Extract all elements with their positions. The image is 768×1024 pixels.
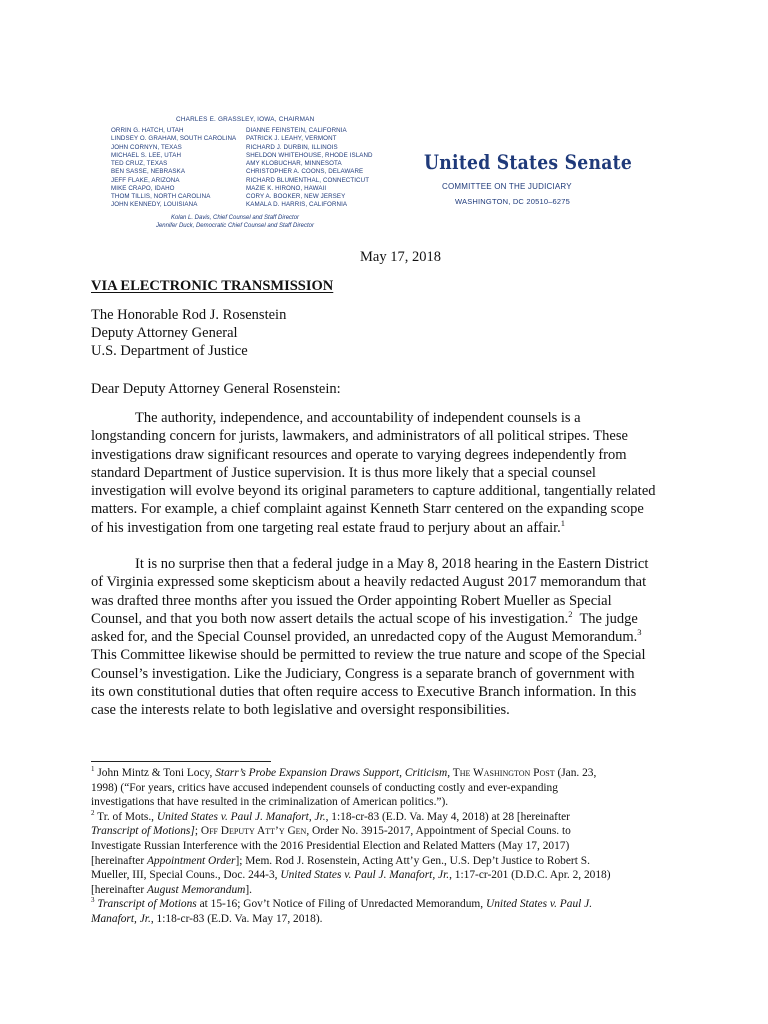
- text-segment: Mueller, III, Special Couns., Doc. 244-3,: [91, 869, 281, 882]
- text-segment: , 1:18-cr-83 (E.D. Va. May 4, 2018) at 28 [hereinafter: [325, 810, 570, 823]
- footnote-ref-3[interactable]: 3: [637, 627, 642, 638]
- committee-name: COMMITTEE ON THE JUDICIARY: [442, 182, 572, 191]
- text-segment: Tr. of Mots.,: [94, 810, 157, 823]
- footnote-3: [91, 897, 681, 912]
- text-line: [91, 912, 681, 927]
- text-line: [91, 883, 681, 898]
- member-name: BEN SASSE, NEBRASKA: [111, 168, 186, 176]
- article-title: Starr’s Probe Expansion Draws Support, Criticism: [215, 767, 448, 779]
- text-line: It is no surprise then that a federal judge in a May 8, 2018 hearing in the Eastern District: [135, 556, 649, 572]
- text-line: of Virginia expressed some skepticism about a heavily redacted August 2017 memorandum that: [91, 574, 647, 591]
- member-name: MAZIE K. HIRONO, HAWAII: [246, 184, 327, 192]
- office-name: ff Deputy Att’y Gen: [209, 825, 307, 838]
- text-line: [91, 824, 681, 839]
- text-line: [91, 868, 681, 883]
- member-name: THOM TILLIS, NORTH CAROLINA: [111, 193, 211, 200]
- addressee-department: U.S. Department of Justice: [91, 343, 248, 359]
- member-name: TED CRUZ, TEXAS: [111, 160, 168, 167]
- text-line: Investigate Russian Interference with the 2016 Presidential Election and Related Matters (May 17, 2017): [91, 839, 570, 852]
- member-name: JOHN KENNEDY, LOUISIANA: [111, 201, 198, 209]
- text-line: [91, 854, 681, 869]
- text-segment: at 15-16; Gov’t Notice of Filing of Unredacted Memorandum,: [196, 898, 486, 911]
- text-segment: ]; Mem. Rod J. Rosenstein, Acting Att’y Gen., U.S. Dep’t Justice to Robert S.: [235, 854, 590, 867]
- text-segment: ].: [245, 883, 253, 896]
- member-name: SHELDON WHITEHOUSE, RHODE ISLAND: [246, 151, 373, 159]
- short-cite: Transcript of Motions]: [91, 825, 195, 838]
- short-cite: August Memorandum: [146, 883, 246, 896]
- short-cite: Transcript of Motions: [97, 898, 197, 911]
- text-segment: , T: [447, 767, 460, 779]
- text-line: This Committee likewise should be permitted to review the true nature and scope of the Special: [91, 647, 646, 664]
- case-name: United States v. Paul J. Manafort, Jr.: [280, 869, 450, 882]
- member-name: RICHARD BLUMENTHAL, CONNECTICUT: [246, 176, 370, 184]
- senate-logo-text: United States Senate: [424, 150, 633, 174]
- footnotes: [91, 766, 681, 927]
- footnote-divider: [91, 761, 271, 762]
- staff-directors: [155, 214, 315, 230]
- text-line: 1998) (“For years, critics have accused independent counsels of conducting costly and ever-expanding: [91, 781, 558, 794]
- text-line: [91, 628, 678, 646]
- text-segment: asked for, and the Special Counsel provided, an unredacted copy of the August Memorandum.: [91, 629, 638, 646]
- text-line: investigations that have resulted in the criminalization of American politics.”).: [91, 796, 449, 809]
- member-name: MIKE CRAPO, IDAHO: [111, 184, 175, 192]
- member-name: PATRICK J. LEAHY, VERMONT: [246, 135, 337, 143]
- transmission-heading: VIA ELECTRONIC TRANSMISSION: [91, 278, 334, 294]
- footnote-ref-2[interactable]: 2: [568, 609, 573, 620]
- text-segment: , Order No. 3915-2017, Appointment of Special Couns. to: [306, 825, 571, 838]
- democratic-chief-counsel: Jennifer Duck, Democratic Chief Counsel and Staff Director: [155, 223, 315, 229]
- case-name: Manafort, Jr.: [91, 912, 151, 925]
- text-segment: The judge: [572, 610, 638, 627]
- letter-date: May 17, 2018: [360, 249, 441, 265]
- footnote-1: [91, 766, 681, 781]
- text-segment: [hereinafter: [91, 854, 147, 867]
- short-cite: Appointment Order: [146, 854, 236, 867]
- footnote-number: 1: [91, 765, 95, 774]
- text-segment: , 1:17-cr-201 (D.D.C. Apr. 2, 2018): [449, 869, 611, 882]
- member-name: MICHAEL S. LEE, UTAH: [111, 151, 182, 159]
- chairman-line: CHARLES E. GRASSLEY, IOWA, CHAIRMAN: [176, 116, 315, 123]
- member-name: JOHN CORNYN, TEXAS: [111, 143, 182, 151]
- text-segment: , 1:18-cr-83 (E.D. Va. May 17, 2018).: [150, 912, 323, 925]
- footnote-ref-1[interactable]: 1: [560, 517, 566, 528]
- text-line: Counsel’s investigation. Like the Judiciary, Congress is a separate branch of government with: [91, 665, 635, 682]
- text-segment: of his investigation from one targeting real estate fraud to perjury about an affair.: [91, 519, 561, 536]
- text-segment: (Jan. 23,: [554, 767, 597, 779]
- salutation: Dear Deputy Attorney General Rosenstein:: [91, 381, 341, 397]
- committee-address: WASHINGTON, DC 20510–6275: [455, 197, 571, 206]
- text-line: its own constitutional duties that often require access to Executive Branch information. In this: [91, 684, 637, 701]
- text-segment: [hereinafter: [91, 883, 147, 896]
- member-name: DIANNE FEINSTEIN, CALIFORNIA: [246, 127, 347, 134]
- text-line: investigation will evolve beyond its original parameters to capture additional, tangentially related: [91, 483, 656, 500]
- addressee-title: Deputy Attorney General: [91, 325, 238, 341]
- text-line: case the interests relate to both legislative and oversight responsibilities.: [91, 702, 510, 719]
- text-line: was drafted three months after you issued the Order appointing Robert Mueller as Special: [91, 592, 612, 609]
- publication-name: he Washington Post: [459, 767, 555, 779]
- text-segment: Counsel, and that you both now assert details the actual scope of his investigation.: [91, 610, 569, 627]
- text-segment: John Mintz & Toni Locy,: [94, 767, 216, 779]
- paragraph-1: [91, 409, 678, 537]
- addressee-block: [91, 306, 286, 360]
- text-line: The authority, independence, and accountability of independent counsels is a: [135, 410, 581, 426]
- text-line: standard Department of Justice supervision. It is thus more likely that a special counsel: [91, 464, 596, 481]
- member-name: KAMALA D. HARRIS, CALIFORNIA: [246, 201, 348, 209]
- member-name: LINDSEY O. GRAHAM, SOUTH CAROLINA: [111, 135, 237, 143]
- member-name: RICHARD J. DURBIN, ILLINOIS: [246, 143, 338, 151]
- text-line: [91, 519, 678, 537]
- footnote-2: [91, 810, 681, 825]
- member-name: CORY A. BOOKER, NEW JERSEY: [246, 193, 346, 200]
- case-name: United States v. Paul J.: [485, 898, 593, 911]
- text-line: investigations draw significant resources and operate to varying degrees independently from: [91, 446, 627, 463]
- addressee-name: The Honorable Rod J. Rosenstein: [91, 307, 287, 323]
- footnote-number: 3: [91, 896, 95, 905]
- chief-counsel: Kolan L. Davis, Chief Counsel and Staff Director: [170, 215, 300, 221]
- case-name: United States v. Paul J. Manafort, Jr.: [156, 810, 326, 823]
- majority-members: [111, 127, 236, 210]
- footnote-number: 2: [91, 808, 95, 817]
- member-name: JEFF FLAKE, ARIZONA: [111, 176, 180, 184]
- paragraph-2: [91, 555, 678, 720]
- text-line: longstanding concern for jurists, lawmakers, and administrators of all political stripes. These: [91, 428, 628, 445]
- member-name: AMY KLOBUCHAR, MINNESOTA: [246, 160, 342, 167]
- text-line: [91, 610, 678, 628]
- text-segment: ; O: [194, 825, 210, 838]
- member-name: CHRISTOPHER A. COONS, DELAWARE: [246, 168, 364, 176]
- text-line: matters. For example, a chief complaint against Kenneth Starr centered on the expanding scope: [91, 501, 644, 518]
- minority-members: [246, 127, 373, 210]
- member-name: ORRIN G. HATCH, UTAH: [111, 127, 184, 134]
